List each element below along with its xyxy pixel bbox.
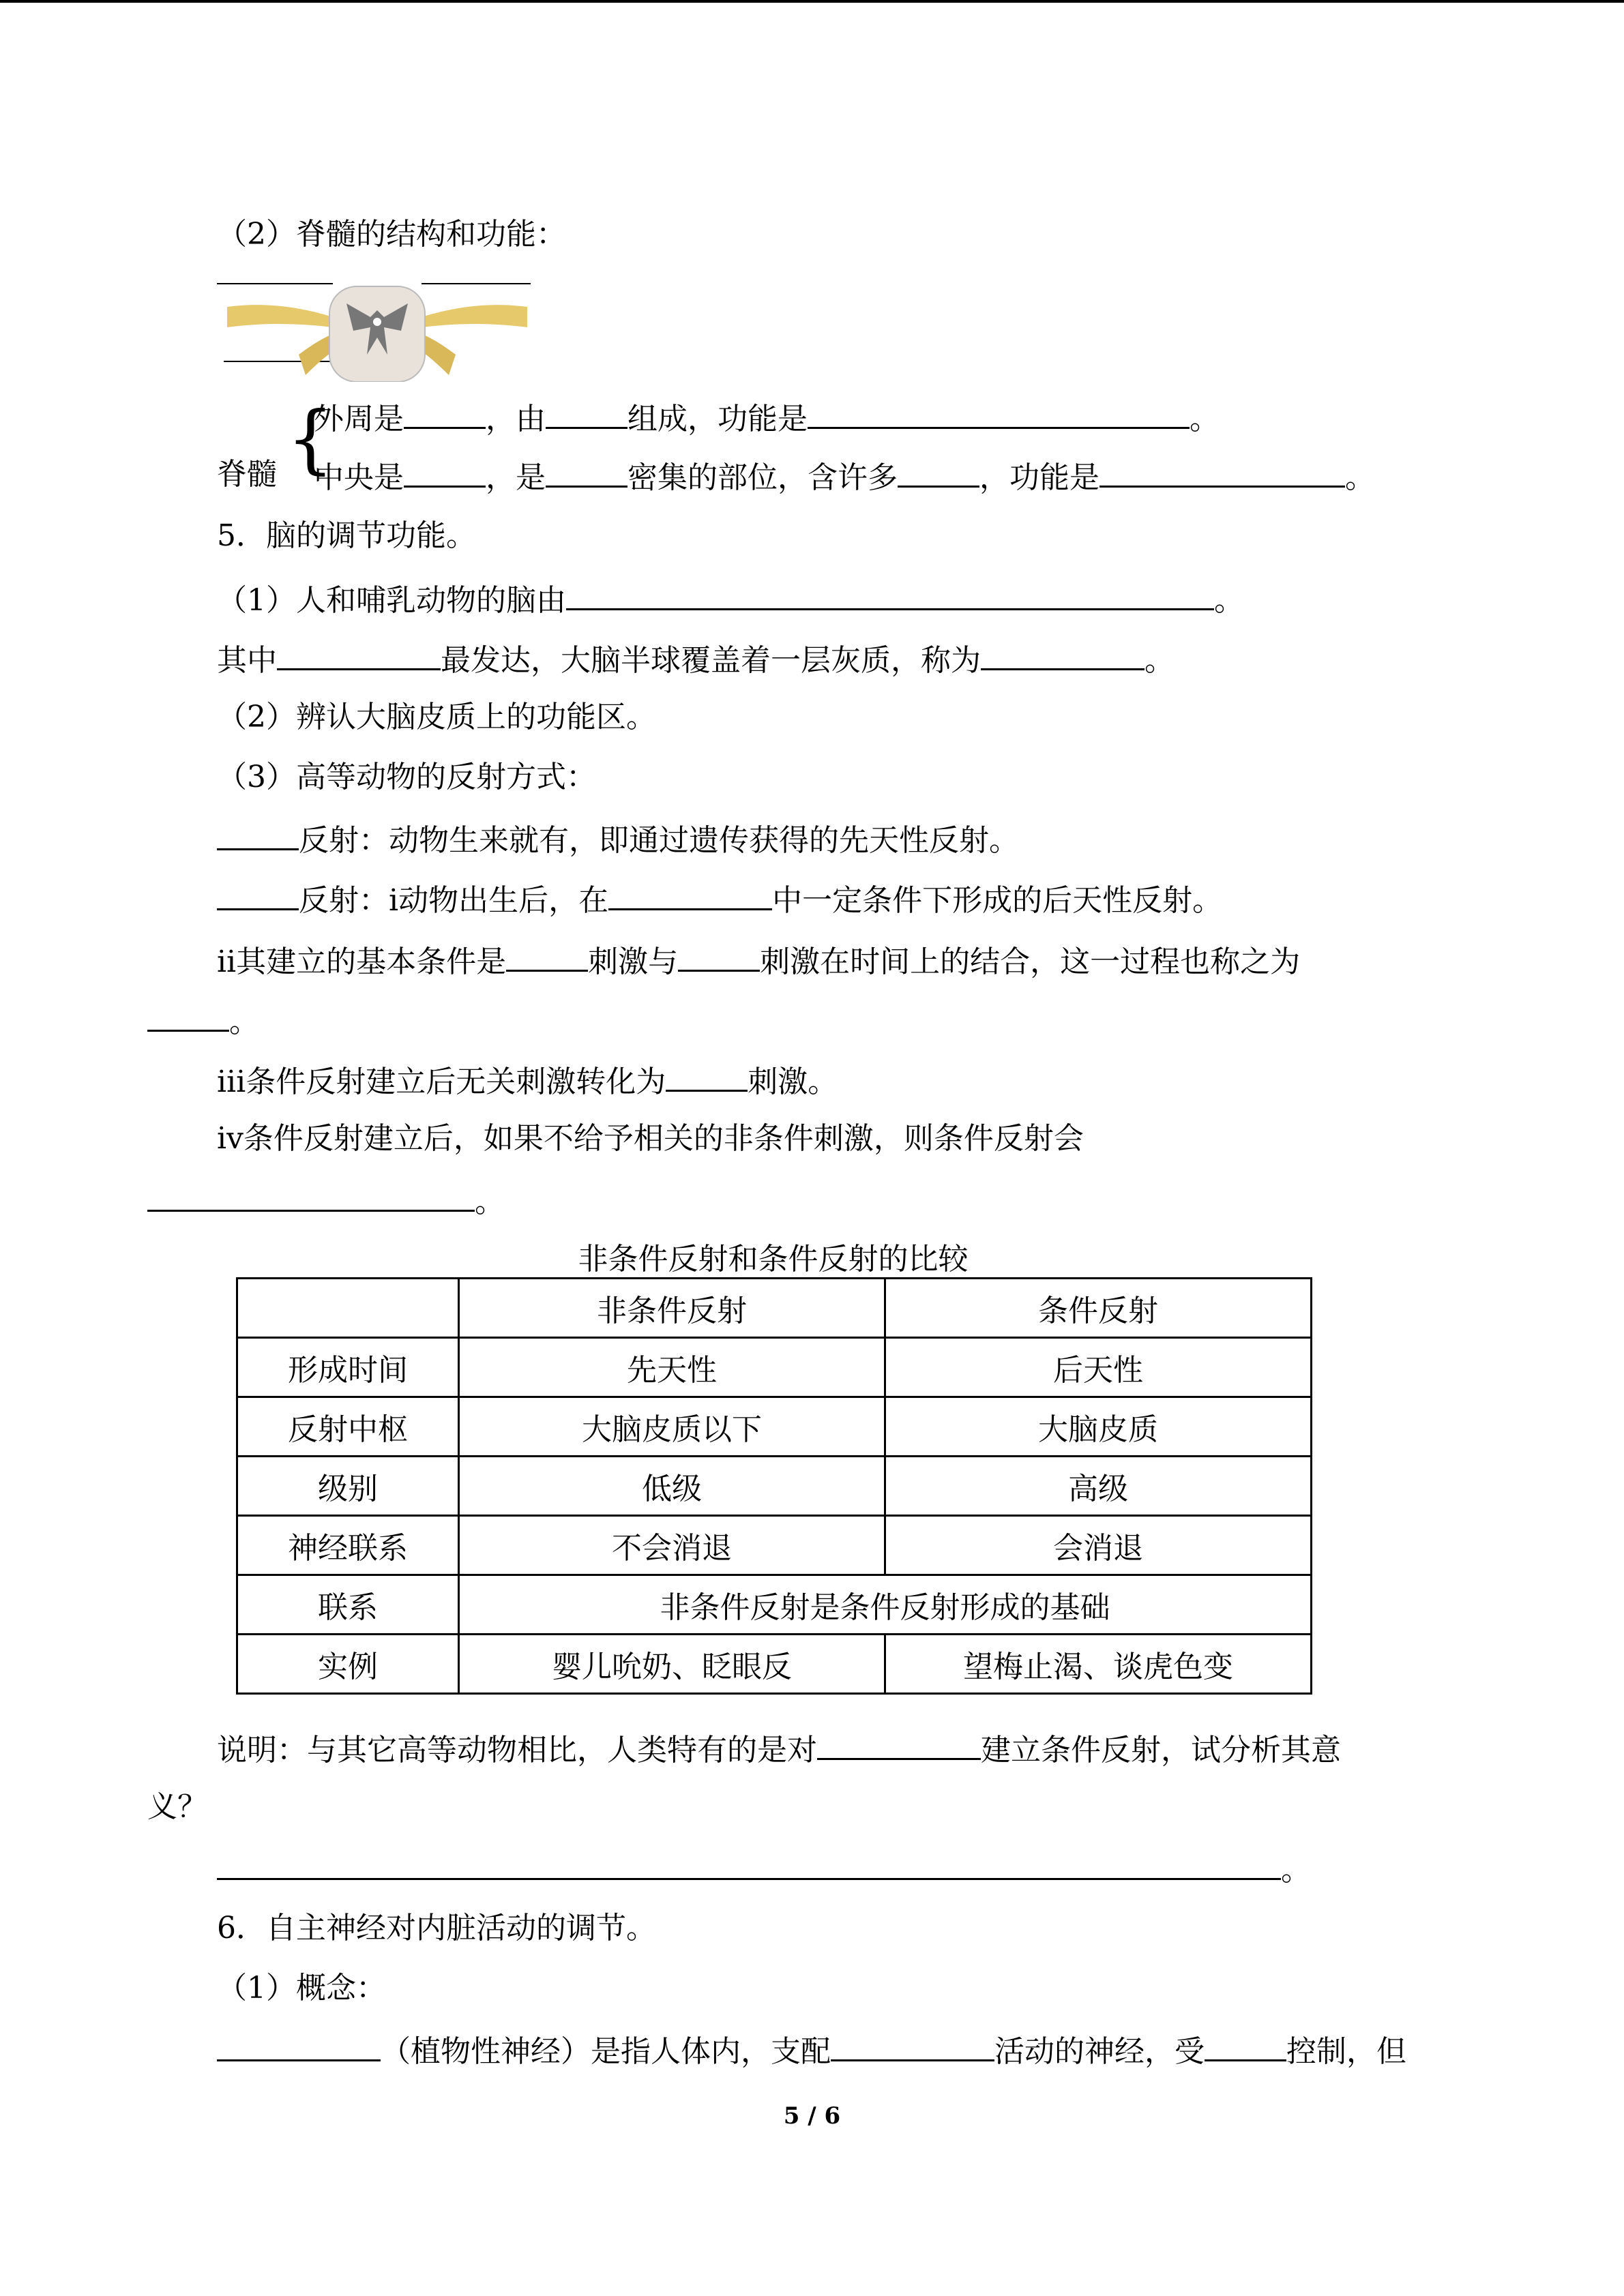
table-cell: 形成时间 [237,1338,459,1397]
text: 控制，但 [1286,2034,1406,2069]
table-cell: 级别 [237,1457,459,1516]
blank[interactable] [404,456,486,488]
table-row [237,1516,1312,1575]
text: （1）人和哺乳动物的脑由 [217,583,566,618]
blank[interactable] [831,2029,994,2061]
section-5-3: （3）高等动物的反射方式： [217,760,596,794]
text: 刺激在时间上的结合，这一过程也称之为 [760,944,1301,979]
blank[interactable] [1099,456,1345,488]
text: 中央是 [314,460,404,495]
blank[interactable] [566,578,1214,610]
blank[interactable] [817,1728,981,1760]
text: 。 [1281,1853,1311,1888]
text: ⅲ条件反射建立后无关刺激转化为 [217,1064,666,1099]
blank[interactable] [217,1848,1281,1880]
note-line [217,1728,1341,1770]
text: 外周是 [314,402,404,436]
text: 。 [1190,402,1220,436]
spinal-label: 脊髓 [217,457,277,492]
page-number: 5 / 6 [783,2102,841,2130]
blank[interactable] [546,397,628,429]
blank[interactable] [981,638,1145,670]
table-cell: 神经联系 [237,1516,459,1575]
table-row [237,1338,1312,1397]
conditioned-reflex-line [217,878,1222,920]
text: ，功能是 [979,460,1099,495]
text: 密集的部位，含许多 [628,460,898,495]
stimulus-conversion-line [217,1060,838,1101]
section-2-title: （2）脊髓的结构和功能： [217,217,566,252]
table-row [237,1635,1312,1694]
table-cell: 大脑皮质 [885,1397,1312,1457]
table-cell: 反射中枢 [237,1397,459,1457]
blank[interactable] [217,818,299,850]
text: 刺激。 [748,1064,838,1099]
top-rule [0,0,1624,3]
blank[interactable] [506,940,588,972]
table-cell: 非条件反射是条件反射形成的基础 [459,1575,1312,1635]
text: 其中 [217,643,277,678]
table-cell: 大脑皮质以下 [459,1397,885,1457]
blank[interactable] [808,397,1190,429]
blank[interactable] [217,878,299,910]
text: 。 [1214,583,1244,618]
text: 。 [229,1004,259,1039]
table-cell: 婴儿吮奶、眨眼反 [459,1635,885,1694]
table-cell: 联系 [237,1575,459,1635]
header-cell [237,1279,459,1338]
table-cell: 望梅止渴、谈虎色变 [885,1635,1312,1694]
table-cell: 实例 [237,1635,459,1694]
header-cell: 非条件反射 [459,1279,885,1338]
conditions-line-end [147,1000,259,1041]
section-5-2: （2）辨认大脑皮质上的功能区。 [217,700,656,734]
section-6-title: 6．自主神经对内脏活动的调节。 [217,1911,656,1945]
table-cell: 高级 [885,1457,1312,1516]
section-6-1: （1）概念： [217,1971,386,2006]
text: 刺激与 [588,944,679,979]
text: 最发达，大脑半球覆盖着一层灰质，称为 [441,643,981,678]
blank[interactable] [608,878,772,910]
table-header-row [237,1279,1312,1338]
table-cell: 不会消退 [459,1516,885,1575]
extinction-line-end [147,1180,505,1221]
comparison-table [236,1277,1312,1695]
cerebrum-line [217,638,1175,680]
text: 反射：动物生来就有，即通过遗传获得的先天性反射。 [299,823,1019,858]
blank[interactable] [1205,2029,1286,2061]
brain-composition-line [217,578,1244,620]
note-continuation: 义？ [147,1789,207,1824]
section-5-title: 5．脑的调节功能。 [217,518,476,553]
table-cell: 低级 [459,1457,885,1516]
text: ⅱ其建立的基本条件是 [217,944,507,979]
text: 活动的神经，受 [994,2034,1205,2069]
text: 。 [475,1184,505,1219]
blank[interactable] [666,1060,748,1092]
table-cell: 先天性 [459,1338,885,1397]
text: 组成，功能是 [628,402,808,436]
blank[interactable] [147,1180,475,1212]
autonomic-definition-line [217,2029,1406,2071]
text: ，是 [486,460,546,495]
table-row [237,1397,1312,1457]
spinal-cord-figure [217,280,531,382]
blank[interactable] [217,2029,381,2061]
header-cell: 条件反射 [885,1279,1312,1338]
spinal-periphery-line [314,397,1220,438]
text: 。 [1345,460,1375,495]
blank[interactable] [277,638,441,670]
text: 中一定条件下形成的后天性反射。 [772,883,1223,918]
note-answer-line [217,1848,1311,1890]
blank[interactable] [678,940,760,972]
table-row [237,1575,1312,1635]
text: 反射：ⅰ动物出生后，在 [299,883,609,918]
spinal-center-line [314,456,1375,497]
text: 建立条件反射，试分析其意 [981,1733,1341,1768]
text: （植物性神经）是指人体内，支配 [381,2034,831,2069]
blank[interactable] [546,456,628,488]
extinction-line: ⅳ条件反射建立后，如果不给予相关的非条件刺激，则条件反射会 [217,1121,1084,1156]
text: ，由 [486,402,546,436]
table-cell: 后天性 [885,1338,1312,1397]
blank[interactable] [404,397,486,429]
text: 说明：与其它高等动物相比，人类特有的是对 [217,1733,817,1768]
unconditioned-reflex-line [217,818,1019,860]
conditions-line [217,940,1300,981]
blank[interactable] [147,1000,229,1032]
blank[interactable] [898,456,979,488]
text: 。 [1145,643,1175,678]
table-row [237,1457,1312,1516]
table-caption: 非条件反射和条件反射的比较 [578,1242,969,1277]
table-cell: 会消退 [885,1516,1312,1575]
spinal-brace: { [286,395,334,482]
